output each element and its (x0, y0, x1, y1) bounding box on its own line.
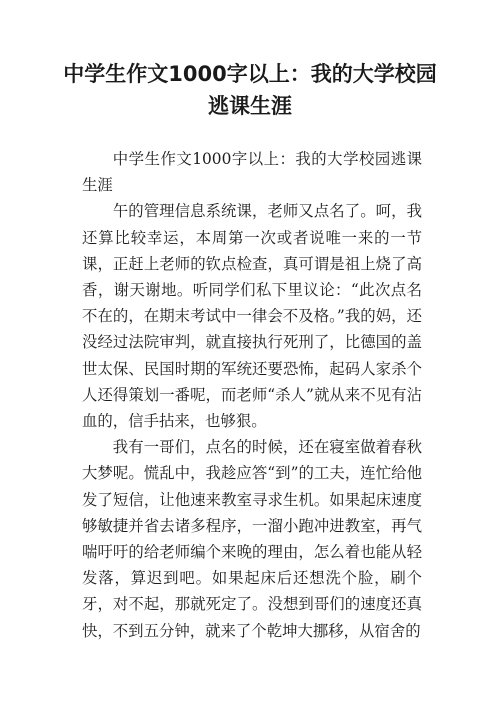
document-body (82, 146, 422, 644)
paragraph: 中学生作文1000字以上：我的大学校园逃课生涯 (82, 150, 422, 195)
paragraph: 午的管理信息系统课，老师又点名了。呵，我还算比较幸运，本周第一次或者说唯一来的一节课，正赶上老师的钦点检查，真可谓是祖上烧了高香，谢天谢地。听同学们私下里议论：“此次点名不在的，在期末考试中一律会不及格。”我的妈，还没经过法院审判，就直接执行死刑了，比德国的盖世太保、民国时期的军统还要恐怖，起码人家杀个人还得策划一番呢，而老师“杀人”就从来不见有沾血的，信手拈来，也够狠。 (82, 202, 422, 431)
paragraph: 我有一哥们，点名的时候，还在寝室做着春秋大梦呢。慌乱中，我趁应答“到”的工夫，连忙给他发了短信，让他速来教室寻求生机。如果起床速度够敏捷并省去诸多程序，一溜小跑冲进教室，再气喘吁吁的给老师编个来晚的理由，怎么着也能从轻发落，算迟到吧。如果起床后还想洗个脸，刷个牙，对不起，那就死定了。没想到哥们的速度还真快，不到五分钟，就来了个乾坤大挪移，从宿舍的 (82, 438, 422, 640)
document-title: 中学生作文1000字以上：我的大学校园逃课生涯 (63, 62, 437, 118)
